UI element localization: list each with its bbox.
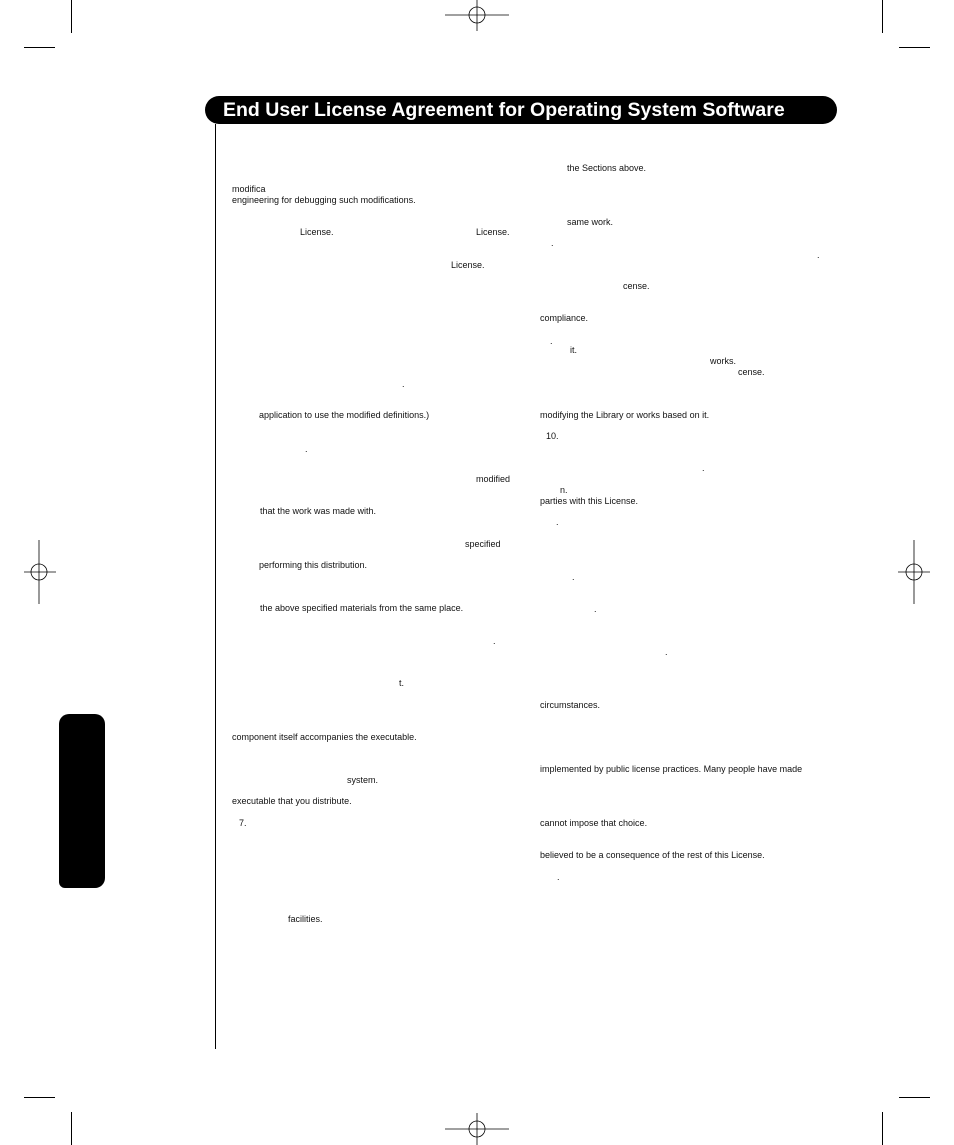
page-title: End User License Agreement for Operating System Software — [223, 99, 785, 121]
text-fragment: 10. — [546, 431, 559, 441]
text-fragment: 7. — [239, 818, 247, 828]
text-fragment: system. — [347, 775, 379, 785]
text-fragment: License. — [451, 260, 485, 270]
text-fragment: . — [665, 647, 668, 657]
text-fragment: . — [305, 444, 308, 454]
text-fragment: . — [572, 572, 575, 582]
registration-mark-top-icon — [445, 0, 509, 32]
text-fragment: . — [402, 379, 405, 389]
text-fragment: . — [817, 250, 820, 260]
text-fragment: . — [702, 463, 705, 473]
text-fragment: component itself accompanies the executable. — [232, 732, 417, 742]
crop-mark-bottom-left-h — [24, 1097, 55, 1098]
text-fragment: cense. — [623, 281, 650, 291]
margin-rule — [215, 124, 216, 1049]
crop-mark-top-left-v — [71, 0, 72, 33]
text-fragment: facilities. — [288, 914, 323, 924]
text-fragment: specified — [465, 539, 501, 549]
text-fragment: modifica — [232, 184, 266, 194]
text-fragment: . — [550, 336, 553, 346]
text-fragment: . — [493, 636, 496, 646]
text-fragment: compliance. — [540, 313, 589, 323]
text-fragment: the above specified materials from the same place. — [260, 603, 464, 613]
text-fragment: believed to be a consequence of the rest of this License. — [540, 850, 765, 860]
text-fragment: performing this distribution. — [259, 560, 368, 570]
title-banner — [205, 96, 837, 124]
text-fragment: works. — [710, 356, 737, 366]
text-fragment: executable that you distribute. — [232, 796, 352, 806]
text-fragment: modifying the Library or works based on it. — [540, 410, 710, 420]
text-fragment: n. — [560, 485, 568, 495]
text-fragment: License. — [476, 227, 510, 237]
text-fragment: implemented by public license practices. Many people have made — [540, 764, 803, 774]
text-fragment: . — [557, 872, 560, 882]
registration-mark-right-icon — [898, 540, 930, 604]
text-fragment: . — [551, 238, 554, 248]
text-fragment: the Sections above. — [567, 163, 647, 173]
crop-mark-bottom-right-h — [899, 1097, 930, 1098]
text-fragment: same work. — [567, 217, 614, 227]
text-fragment: that the work was made with. — [260, 506, 377, 516]
crop-mark-top-left-h — [24, 47, 55, 48]
registration-mark-bottom-icon — [445, 1113, 509, 1145]
text-fragment: application to use the modified definitions.) — [259, 410, 430, 420]
text-fragment: . — [556, 517, 559, 527]
crop-mark-bottom-left-v — [71, 1112, 72, 1145]
text-fragment: it. — [570, 345, 578, 355]
text-fragment: cense. — [738, 367, 765, 377]
crop-mark-top-right-v — [882, 0, 883, 33]
text-fragment: cannot impose that choice. — [540, 818, 648, 828]
text-fragment: circumstances. — [540, 700, 601, 710]
text-fragment: License. — [300, 227, 334, 237]
side-section-tab — [59, 714, 105, 888]
registration-mark-left-icon — [24, 540, 56, 604]
text-fragment: parties with this License. — [540, 496, 639, 506]
text-fragment: . — [594, 604, 597, 614]
crop-mark-top-right-h — [899, 47, 930, 48]
text-fragment: modified — [476, 474, 511, 484]
text-fragment: engineering for debugging such modifications. — [232, 195, 416, 205]
crop-mark-bottom-right-v — [882, 1112, 883, 1145]
text-fragment: t. — [399, 678, 405, 688]
